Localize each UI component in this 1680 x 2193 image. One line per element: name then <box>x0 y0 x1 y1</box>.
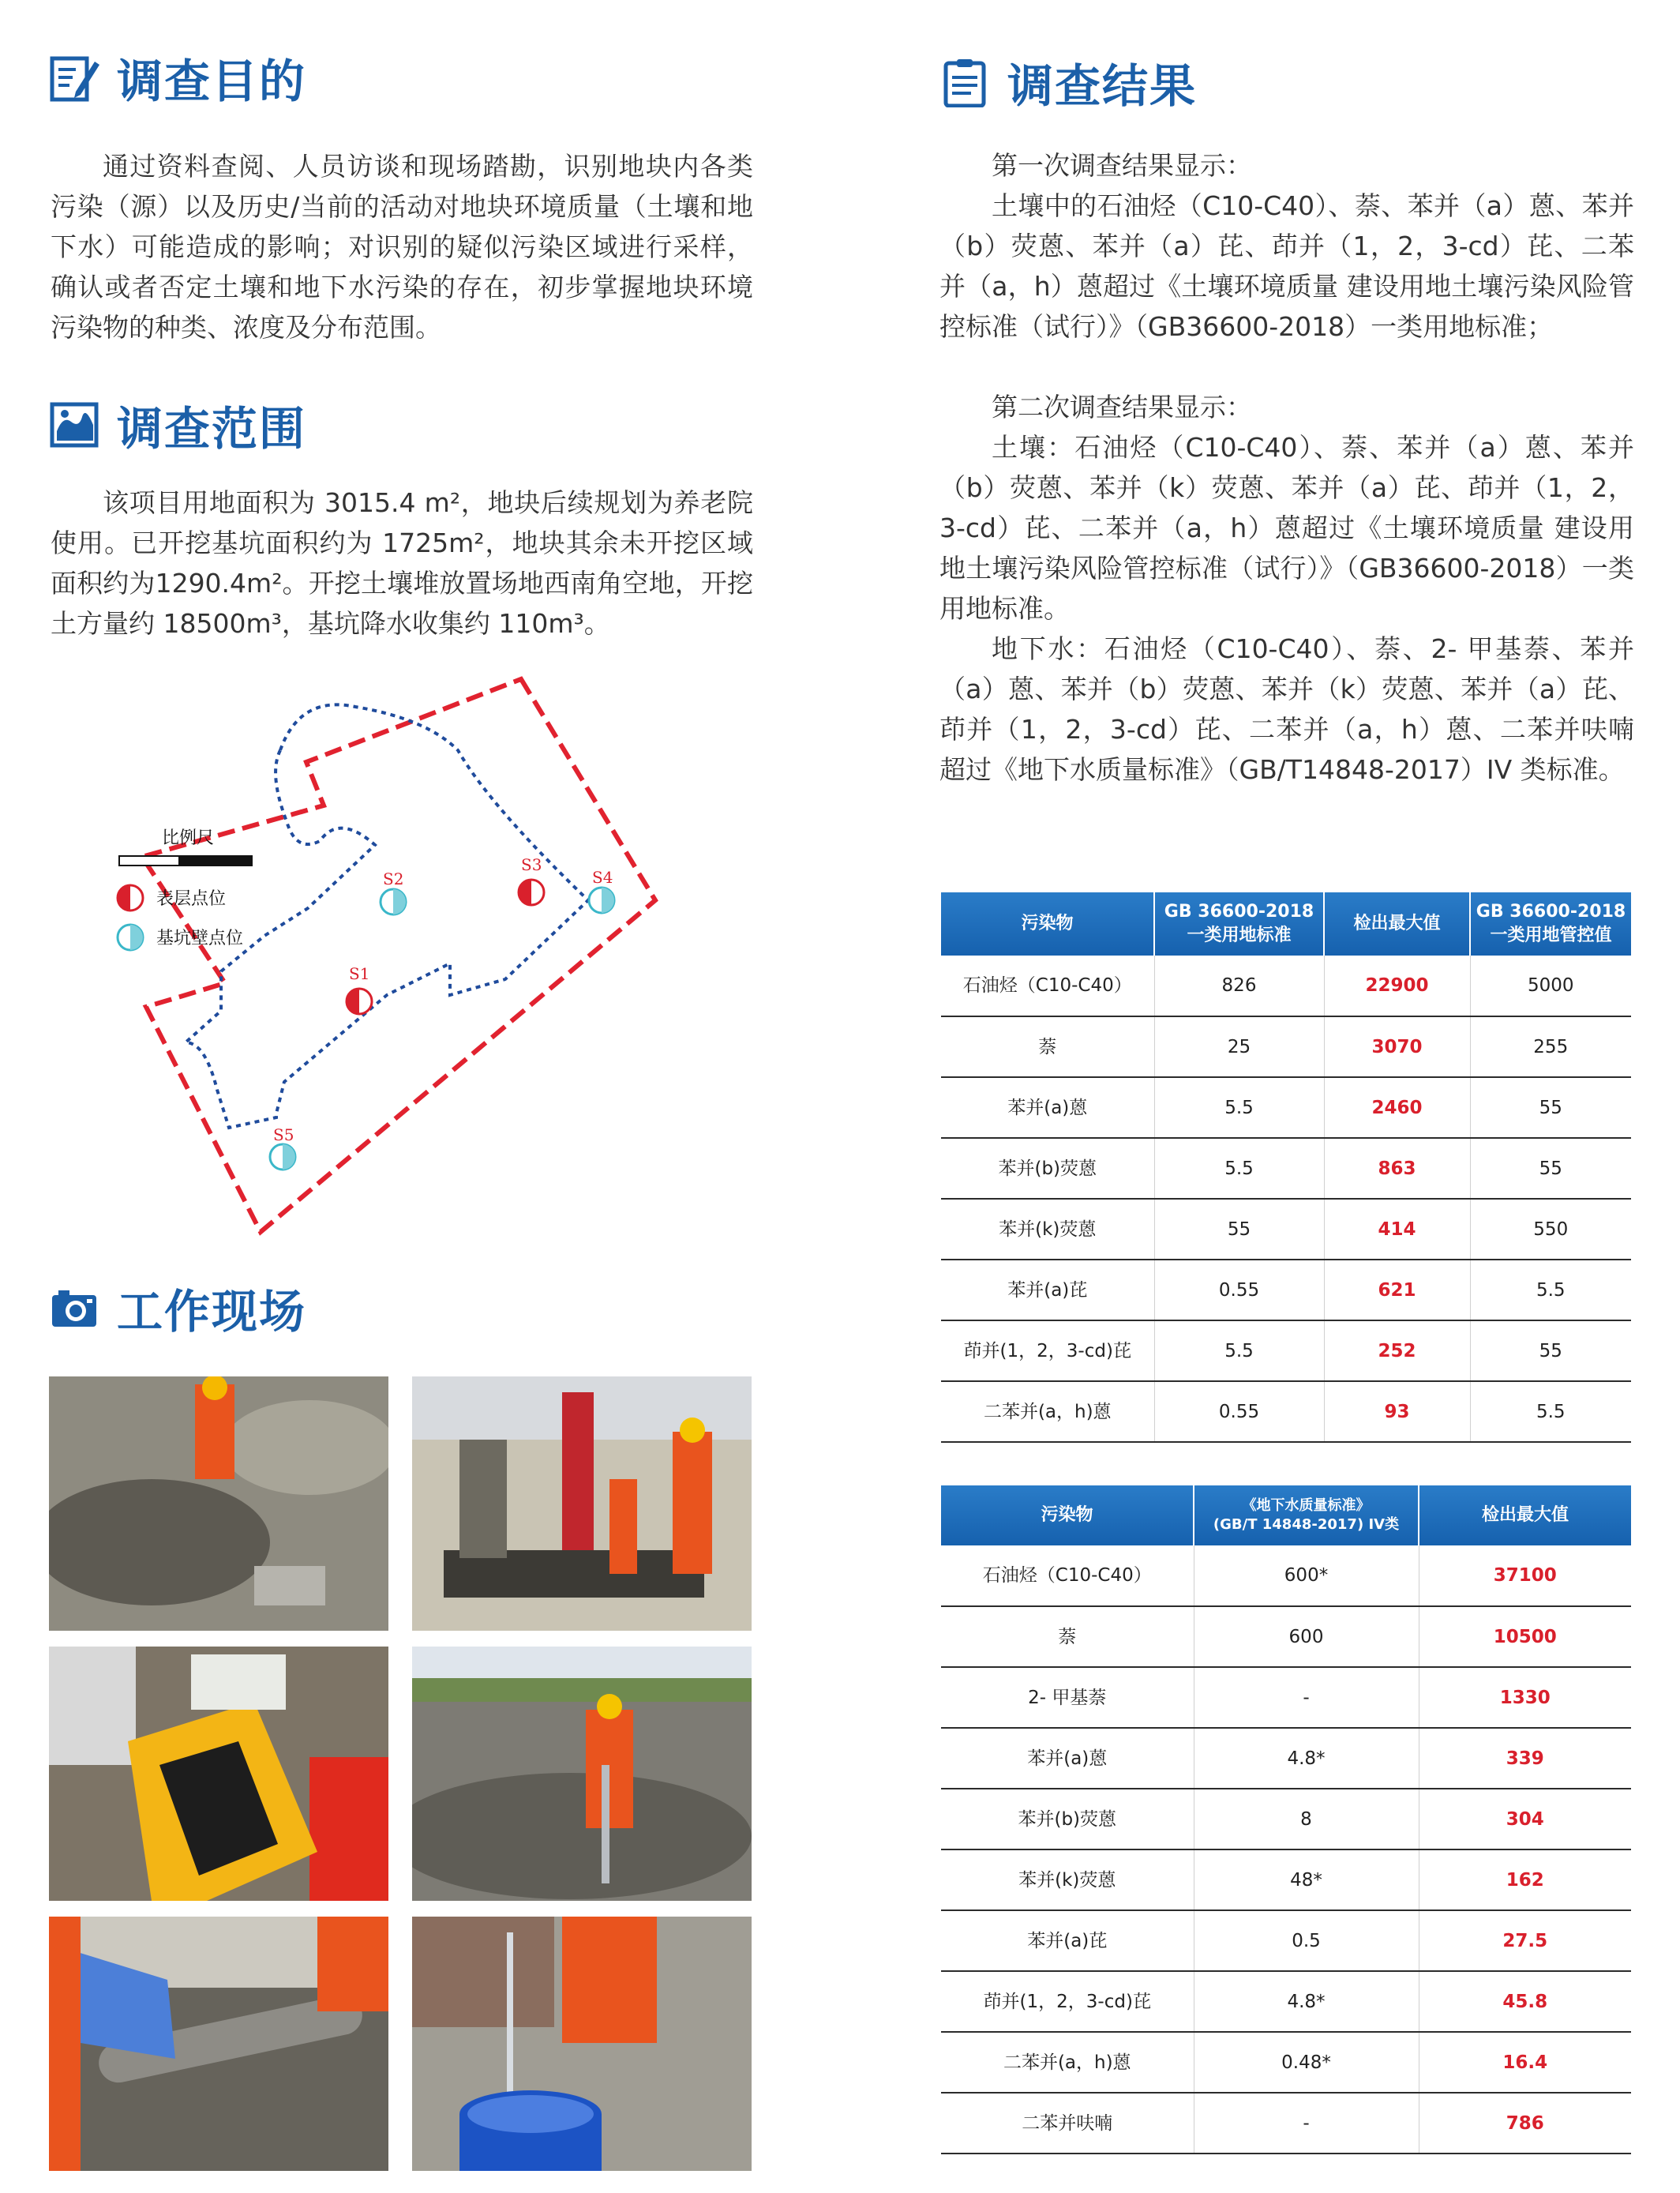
water-header-max: 检出最大值 <box>1419 1485 1631 1545</box>
water-cell: 石油烃（C10-C40） <box>941 1545 1194 1606</box>
soil-cell: 93 <box>1324 1381 1470 1442</box>
water-cell: 162 <box>1419 1849 1631 1910</box>
soil-cell: 826 <box>1154 956 1324 1016</box>
soil-cell: 55 <box>1154 1199 1324 1260</box>
soil-table-header <box>941 892 1631 956</box>
photo-drilling-rig <box>412 1376 752 1631</box>
soil-cell: 5000 <box>1470 956 1631 1016</box>
water-cell: 304 <box>1419 1789 1631 1849</box>
water-cell: 10500 <box>1419 1606 1631 1667</box>
soil-cell: 255 <box>1470 1016 1631 1077</box>
site-boundary <box>142 679 655 1232</box>
svg-text:S2: S2 <box>383 869 404 888</box>
water-cell: 萘 <box>941 1606 1194 1667</box>
scope-text: 该项目用地面积为 3015.4 m²，地块后续规划为养老院使用。已开挖基坑面积约为 1725m²，地块其余未开挖区域面积约为1290.4m²。开挖土壤堆放置场地西南角空地，开挖土方量约 18500m³，基坑降水收集约 110m³。 <box>51 487 753 639</box>
water-cell: 786 <box>1419 2093 1631 2154</box>
photo-soil-digging <box>49 1376 388 1631</box>
water-row <box>941 1606 1631 1667</box>
soil-cell: 55 <box>1470 1077 1631 1138</box>
water-cell: 茚并(1，2，3-cd)芘 <box>941 1971 1194 2032</box>
soil-row <box>941 1077 1631 1138</box>
soil-cell: 石油烃（C10-C40） <box>941 956 1154 1016</box>
water-cell: 苯并(a)芘 <box>941 1910 1194 1971</box>
site-map <box>95 663 742 1248</box>
point-s1 <box>347 964 372 1014</box>
legend-pit: 基坑壁点位 <box>156 929 244 948</box>
water-table-header <box>941 1485 1631 1545</box>
edit-document-icon <box>49 52 99 103</box>
water-cell: 2- 甲基萘 <box>941 1667 1194 1728</box>
water-header-pollutant: 污染物 <box>941 1485 1194 1545</box>
water-row <box>941 1849 1631 1910</box>
soil-cell: 萘 <box>941 1016 1154 1077</box>
water-row <box>941 1545 1631 1606</box>
water-row <box>941 1728 1631 1789</box>
soil-header-max: 检出最大值 <box>1324 892 1470 956</box>
purpose-title: 调查目的 <box>117 54 307 108</box>
soil-row <box>941 1138 1631 1199</box>
soil-cell: 3070 <box>1324 1016 1470 1077</box>
water-cell: 600 <box>1194 1606 1419 1667</box>
soil-cell: 0.55 <box>1154 1260 1324 1320</box>
legend-surface-icon <box>118 885 143 911</box>
water-row <box>941 1667 1631 1728</box>
point-s5 <box>270 1125 295 1170</box>
photo-xrf-analyzer <box>49 1647 388 1901</box>
photo-water-bucket <box>412 1917 752 2171</box>
point-s2 <box>381 869 406 914</box>
soil-cell: 5.5 <box>1154 1077 1324 1138</box>
soil-cell: 苯并(a)芘 <box>941 1260 1154 1320</box>
water-cell: 二苯并(a，h)蒽 <box>941 2032 1194 2093</box>
soil-cell: 5.5 <box>1154 1320 1324 1381</box>
purpose-text: 通过资料查阅、人员访谈和现场踏勘，识别地块内各类污染（源）以及历史/当前的活动对地块环境质量（土壤和地下水）可能造成的影响；对识别的疑似污染区域进行采样，确认或者否定土壤和地下水污染的存在，初步掌握地块环境污染物的种类、浓度及分布范围。 <box>51 151 753 343</box>
results-heading <box>939 49 1197 115</box>
soil-cell: 22900 <box>1324 956 1470 1016</box>
scale-label: 比例尺 <box>162 828 215 848</box>
water-row <box>941 2093 1631 2154</box>
water-cell: 苯并(k)荧蒽 <box>941 1849 1194 1910</box>
svg-text:S3: S3 <box>521 855 542 874</box>
worksite-heading <box>49 1275 306 1341</box>
water-cell: 600* <box>1194 1545 1419 1606</box>
soil-cell: 茚并(1，2，3-cd)芘 <box>941 1320 1154 1381</box>
water-row <box>941 1789 1631 1849</box>
water-cell: 苯并(a)蒽 <box>941 1728 1194 1789</box>
soil-cell: 621 <box>1324 1260 1470 1320</box>
svg-text:S4: S4 <box>592 868 613 887</box>
water-cell: 0.48* <box>1194 2032 1419 2093</box>
results-title: 调查结果 <box>1007 59 1198 113</box>
soil-cell: 苯并(a)蒽 <box>941 1077 1154 1138</box>
water-cell: 8 <box>1194 1789 1419 1849</box>
svg-text:S5: S5 <box>273 1125 294 1144</box>
soil-row <box>941 1260 1631 1320</box>
soil-header-pollutant: 污染物 <box>941 892 1154 956</box>
water-row <box>941 2032 1631 2093</box>
pit-boundary <box>186 704 588 1128</box>
photo-well-sampling <box>412 1647 752 1901</box>
water-header-standard: 《地下水质量标准》 (GB/T 14848-2017) IV类 <box>1194 1485 1419 1545</box>
water-cell: 0.5 <box>1194 1910 1419 1971</box>
soil-cell: 2460 <box>1324 1077 1470 1138</box>
soil-cell: 863 <box>1324 1138 1470 1199</box>
soil-cell: 5.5 <box>1154 1138 1324 1199</box>
purpose-heading <box>49 44 306 111</box>
legend-surface: 表层点位 <box>156 889 227 909</box>
soil-cell: 252 <box>1324 1320 1470 1381</box>
scope-title: 调查范围 <box>117 402 307 456</box>
water-cell: 37100 <box>1419 1545 1631 1606</box>
water-cell: 27.5 <box>1419 1910 1631 1971</box>
soil-header-standard: GB 36600-2018 一类用地标准 <box>1154 892 1324 956</box>
legend-pit-icon <box>118 925 143 950</box>
soil-cell: 二苯并(a，h)蒽 <box>941 1381 1154 1442</box>
water-row <box>941 1971 1631 2032</box>
soil-row <box>941 1199 1631 1260</box>
point-s3 <box>519 855 544 905</box>
water-cell: 48* <box>1194 1849 1419 1910</box>
water-cell: 4.8* <box>1194 1728 1419 1789</box>
water-row <box>941 1910 1631 1971</box>
soil-cell: 25 <box>1154 1016 1324 1077</box>
soil-row <box>941 1381 1631 1442</box>
water-cell: 苯并(b)荧蒽 <box>941 1789 1194 1849</box>
soil-cell: 5.5 <box>1470 1381 1631 1442</box>
water-cell: 1330 <box>1419 1667 1631 1728</box>
soil-row <box>941 1320 1631 1381</box>
soil-cell: 苯并(k)荧蒽 <box>941 1199 1154 1260</box>
soil-row <box>941 956 1631 1016</box>
water-cell: 339 <box>1419 1728 1631 1789</box>
soil-cell: 0.55 <box>1154 1381 1324 1442</box>
water-cell: - <box>1194 1667 1419 1728</box>
soil-cell: 55 <box>1470 1138 1631 1199</box>
soil-results-table <box>941 892 1631 1443</box>
photo-soil-core <box>49 1917 388 2171</box>
soil-cell: 55 <box>1470 1320 1631 1381</box>
soil-cell: 550 <box>1470 1199 1631 1260</box>
soil-cell: 5.5 <box>1470 1260 1631 1320</box>
water-cell: 45.8 <box>1419 1971 1631 2032</box>
camera-icon <box>49 1282 99 1333</box>
clipboard-icon <box>939 57 990 107</box>
groundwater-results-table <box>941 1485 1631 2154</box>
soil-cell: 414 <box>1324 1199 1470 1260</box>
worksite-title: 工作现场 <box>117 1285 307 1339</box>
scope-heading <box>49 392 306 458</box>
water-cell: 16.4 <box>1419 2032 1631 2093</box>
point-s4 <box>589 868 614 913</box>
soil-cell: 苯并(b)荧蒽 <box>941 1138 1154 1199</box>
svg-text:S1: S1 <box>349 964 370 983</box>
results-text: 第一次调查结果显示： 土壤中的石油烃（C10-C40）、萘、苯并（a）蒽、苯并（b）荧蒽、苯并（a）芘、茚并（1，2，3-cd）芘、二苯并（a，h）蒽超过《土壤环境质量 建设用地土壤污染风险管控标准（试行）》（GB36600-2018）一类用地标准； 第二次调查结果显示： 土壤：石油烃（C10-C40）、萘、苯并（a）蒽、苯并（b）荧蒽、苯并（k）荧蒽、苯并（a）芘、茚并（1，2，3-cd）芘、二苯并（a，h）蒽超过《土壤环境质量 建设用地土壤污染风险管控标准（试行）》（GB36600-2018）一类用地标准。 地下水：石油烃（C10-C40）、萘、2- 甲基萘、苯并（a）蒽、苯并（b）荧蒽、苯并（k）荧蒽、苯并（a）芘、茚并（1，2，3-cd）芘、二苯并（a，h）蒽、二苯并呋喃超过《地下水质量标准》（GB/T14848-2017）IV 类标准。 <box>939 150 1634 785</box>
soil-header-control: GB 36600-2018 一类用地管控值 <box>1470 892 1631 956</box>
water-cell: - <box>1194 2093 1419 2154</box>
map-icon <box>49 400 99 450</box>
water-cell: 4.8* <box>1194 1971 1419 2032</box>
water-cell: 二苯并呋喃 <box>941 2093 1194 2154</box>
soil-row <box>941 1016 1631 1077</box>
